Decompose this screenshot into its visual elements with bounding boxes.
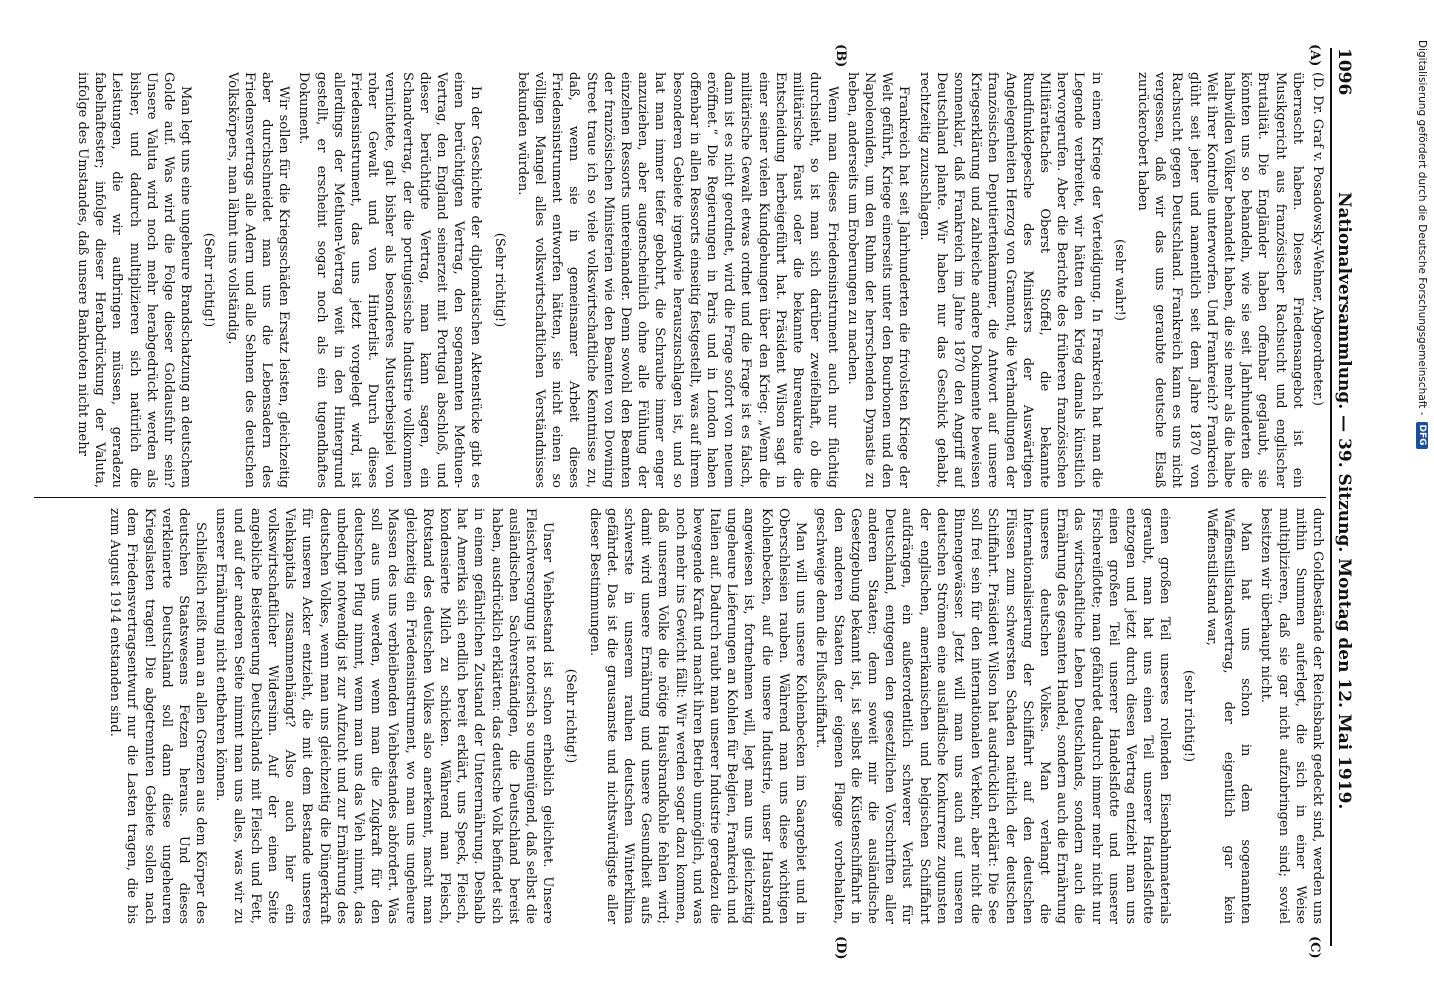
paragraph: Schließlich reißt man an allen Grenzen aus dem Körper des deutschen Staatswesens Fetzen heraus. Und dieses verkleinerte Deutschland soll dann diese ungeheuren Kriegslasten tragen! Die abgetrennten Gebiete sollen nach dem Friedensvertragsentwurf nur die Lasten tragen, die bis zum August 1914 entstanden sind. xyxy=(107,508,209,924)
margin-marker-b: (B) xyxy=(833,44,848,68)
interjection: (Sehr richtig!) xyxy=(563,668,579,764)
right-text-column xyxy=(32,508,1326,924)
credit-text: Digitalisierung gefördert durch die Deutsche Forschungsgemeinschaft - xyxy=(1416,40,1428,416)
page-header xyxy=(1330,48,1368,946)
margin-marker-c: (C) xyxy=(1307,936,1322,959)
margin-marker-a: (A) xyxy=(1307,44,1322,67)
speaker-line: (D. Dr. Graf v. Posadowsky-Wehner, Abgeordneter.) xyxy=(1310,72,1325,406)
paragraph: überrascht haben. Dieses Friedensangebot ist ein Musikgericht aus französischer Rachsucht und englischer Brutalität. Die Engländer haben offenbar geglaubt, sie könnten uns so behandeln, wie sie seit Jahrhunderten die halbwilden Völker behandelt haben, die sie mehr als die halbe Welt ihrer Kontrolle unterworfen. Und Frankreich? Frankreich glüht seit jeher und namentlich seit dem Jahre 1870 von Rachsucht gegen Deutschland. Frankreich kann es uns nicht vergessen, daß wir das uns geraubte deutsche Elsaß zurückerobert haben xyxy=(1134,72,1305,488)
paragraph: Man hat uns schon in dem sogenannten Waffenstillstandsvertrag, der eigentlich gar kein Waffenstillstand war, xyxy=(1203,508,1254,924)
left-text-column xyxy=(32,72,1326,488)
paragraph: durch Goldbestände der Reichsbank gedeckt sind, werden uns mithin Summen auferlegt, die sich in einer Weise multiplizieren, daß sie gar nicht aufzubringen sind; soviel besitzen wir überhaupt nicht. xyxy=(1258,508,1325,924)
paragraph: Wenn man dieses Friedensinstrument auch nur flüchtig durchsieht, so ist man sich darüber zweifelhaft, ob die militärische Faust oder die bekannte Bureaukratie die Entscheidung herbeigeführt hat. Präsident Wilson sagt in einer seiner vielen Kundgebungen über den Krieg: „Wenn die militärische Gewalt etwas ordnet und die Frage ist es falsch, dann ist es nicht geordnet, wird die Frage sofort von neuem eröffnet.“ Die Regierungen in Paris und in London haben offenbar in allen Ressorts einseitig festgestellt, was auf ihrem besonderen Gebiete irgendwie herauszuschlagen ist, und so hat man immer tiefer gebohrt, die Schraube immer enger anzuziehen, aber augenscheinlich ohne alle Fühlung der einzelnen Ressorts untereinander. Denn sowohl den Beamten der französischen Ministerien wie den Beamten von Downing Street traue ich so viele volkswirtschaftliche Kenntnisse zu, daß, wenn sie in gemeinsamer Arbeit dieses Friedensinstrument entworfen hätten, sie nicht einen so völligen Mangel alles volkswirtschaftlichen Verständnisses bekunden würden. xyxy=(514,72,840,488)
scanned-page xyxy=(14,26,1374,968)
paragraph: Man legt uns eine ungeheure Brandschatzung an deutschem Golde auf. Was wird die Folge dieser Goldausfuhr sein? Unsere Valuta wird noch mehr herabgedrückt werden als bisher, und dadurch multiplizieren sich natürlich die Leistungen, die wir aufbringen müssen, geradezu fabelhaftester; infolge dieser Herabdrückung der Valuta, infolge des Umstandes, daß unsere Banknoten nicht mehr xyxy=(74,72,194,488)
dfg-logo: DFG xyxy=(1416,422,1428,449)
paragraph: einen großen Teil unseres rollenden Eisenbahnmaterials geraubt, man hat uns einen Teil unserer Handelsflotte entzogen und jetzt durch diesen Vertrag entzieht man uns einen großen Teil unserer Handelsflotte und unserer Fischereiflotte; man gefährdet dadurch immer mehr nicht nur das wirtschaftliche Leben Deutschlands, sondern auch die Ernährung des gesamten Handel, sondern auch die Ernährung unseres deutschen Volkes. Man verlangt die Internationalisierung der Schiffahrt auf den deutschen Flüssen zum schwersten Schaden natürlich der deutschen Schiffahrt. Präsident Wilson hat ausdrücklich erklärt: Die See soll frei sein für den internationalen Verkehr, aber nicht die Binnengewässer. Jetzt will man uns auch auf unseren deutschen Strömen eine ausländische Konkurrenz zugunsten der englischen, amerikanischen und belgischen Schiffahrt aufdrängen, ein außerordentlich schwerer Verlust für Deutschland, entgegen den gesetzlichen Vorschriften aller anderen Staaten; denn soweit mir die ausländische Gesetzgebung bekannt ist, ist selbst die Küstenschiffahrt in den anderen Staaten der eigenen Flagge vorbehalten, geschweige denn die Flußschiffahrt. xyxy=(813,508,1173,924)
margin-marker-d: (D) xyxy=(833,936,848,960)
page-number: 1096 xyxy=(1334,48,1354,96)
paragraph: Wir sollen für die Kriegsschäden Ersatz leisten, gleichzeitig aber durchschneidet man uns die Lebensadern des Friedensvertrags alle Adern und alle Sehnen des deutschen Volkskörpers, man lähmt uns vollständig. xyxy=(224,72,292,488)
digitization-credit xyxy=(1412,40,1432,995)
paragraph: Man will uns unsere Kohlenbecken im Saargebiet und in Oberschlesien rauben. Während man uns diese wichtigen Kohlenbecken, auf die unsere Industrie, unser Hausbrand angewiesen ist, fortnehmen will, legt man uns gleichzeitig ungeheure Lieferungen an Kohlen für Belgien, Frankreich und Italien auf. Dadurch raubt man unserer Industrie geradezu die bewegende Kraft und macht ihren Betrieb unmöglich, und was noch mehr ins Gewicht fällt: Wir werden sogar dazu kommen, daß unserem Volke die nötige Hausbrandkohle fehlen wird; damit wird unsere Ernährung und unsere Gesundheit aufs schwerste in unserem rauhen deutschen Winterklima gefährdet. Das ist die grausamste und nichtswürdigste aller dieser Bestimmungen. xyxy=(586,508,809,924)
paragraph: In der Geschichte der diplomatischen Aktenstücke gibt es einen berüchtigten Vertrag, den sogenannten Methuen-Vertrag, den England seinerzeit mit Portugal abschloß, und dieser berüchtigte Vertrag, man kann sagen, ein Schandvertrag, der die portugiesische Industrie vollkommen vernichtete, galt bisher als besonderes Musterbeispiel von roher Gewalt und von Hinterlist. Durch dieses Friedensinstrument, das uns jetzt vorgelegt wird, ist allerdings der Methuen-Vertrag weit in den Hintergrund gestellt, er erscheint sogar noch als ein tugendhaftes Dokument. xyxy=(296,72,484,488)
paragraph: Unser Viehbestand ist schon erheblich gelichtet. Unsere Fleischversorgung ist notorisch so ungenügend, daß selbst die ausländischen Sachverständigen, die Deutschland bereist haben, ausdrücklich erklärten: das deutsche Volk befindet sich in einem gefährlichen Zustand der Unterernährung. Deshalb hat Amerika sich endlich bereit erklärt, uns Speck, Fleisch, kondensierte Milch zu schicken. Während man Fleisch, Rotstand des deutschen Volkes also anerkennt, macht man gleichzeitig ein Friedensinstrument, wo man uns ungeheure Massen des uns verbleibenden Viehbestandes abfordert. Was soll aus uns werden, wenn man die Zugkraft für den deutschen Pflug nimmt, wenn man uns das Vieh nimmt, das unbedingt notwendig ist zur Aufzucht und zur Ernährung des deutschen Volkes, wenn man uns gleichzeitig die Düngerkraft für unseren Acker entzieht, die mit dem Bestande unseres Viehkapitals zusammenhängt? Also auch hier ein volkswirtschaftlicher Widersinn. Auf der einen Seite angebliche Beisteuerung Deutschlands mit Fleisch und Fett, und auf der anderen Seite nimmt man uns alles, was wir zu unserer Ernährung nicht entbehren können. xyxy=(213,508,556,924)
paragraph: Frankreich hat seit Jahrhunderten die frivolsten Kriege der Welt geführt, Kriege einerseits unter den Bourbonen und den Napoleoniden, um den Ruhm der herrschenden Dynastie zu heben, anderseits um Eroberungen zu machen. xyxy=(844,72,912,488)
page-title: Nationalversammlung. — 39. Sitzung. Montag den 12. Mai 1919. xyxy=(1334,191,1354,810)
interjection: (Sehr richtig!) xyxy=(201,232,217,328)
paragraph: in einem Kriege der Verteidigung. In Frankreich hat man die Legende verbreitet, wir hätten den Krieg damals künstlich hervorgerufen. Aber die Berichte des früheren französischen Militärattachés Oberst Stoffel, die bekannte Rundfunkdepesche des Ministers der Auswärtigen Angelegenheiten Herzog von Gramont, die Verhandlungen der französischen Deputiertenkammer, die Antwort auf unsere Kriegserklärung und zahlreiche andere Dokumente beweisen sonnenklar, daß Frankreich im Jahre 1870 den Angriff auf Deutschland plante. Wir haben nur das Geschick gehabt, rechtzeitig zuzuschlagen. xyxy=(916,72,1104,488)
interjection: (Sehr richtig!) xyxy=(491,232,507,328)
interjection: (sehr wahr!) xyxy=(1111,239,1127,321)
interjection: (sehr richtig!) xyxy=(1180,669,1196,763)
column-divider xyxy=(34,497,1326,498)
